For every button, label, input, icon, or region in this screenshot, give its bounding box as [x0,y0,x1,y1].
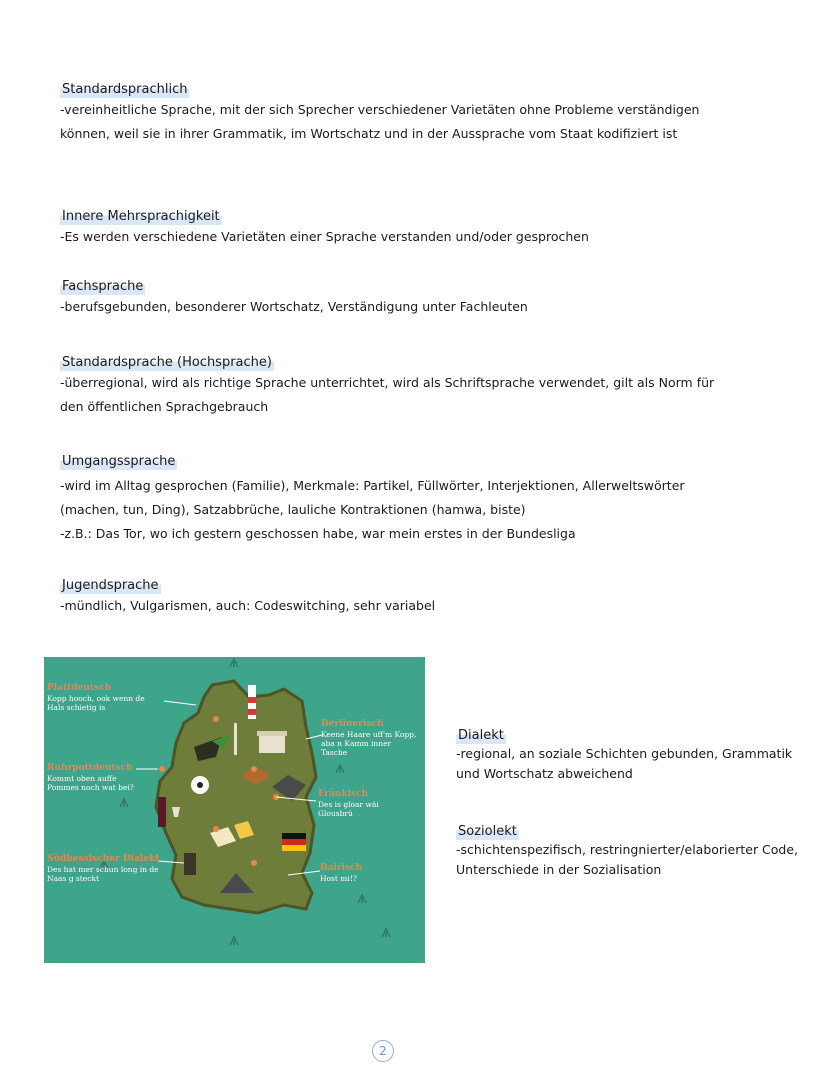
section-umgangssprache [60,450,780,546]
section-heading: Standardsprachlich [62,82,188,97]
section-heading: Jugendsprache [62,578,159,593]
section-text: Unterschiede in der Sozialisation [456,862,662,877]
wine-bottle-icon [158,797,166,827]
map-label-berlinerisch: Berlinerisch Keene Haare uff'm Kopp, aba n Kamm inner Tasche [321,719,417,757]
map-label-plattdeutsch: Plattdeutsch Kopp hooch, ook wenn de Hals schietig is [47,683,145,712]
lederhosen-icon [184,853,196,875]
section-standardsprache [60,351,780,419]
map-label-bairisch: Bairisch Host mi!? [320,863,363,883]
section-text: -überregional, wird als richtige Sprache unterrichtet, wird als Schriftsprache verwendet, gilt als Norm für [60,375,715,390]
section-text: -z.B.: Das Tor, wo ich gestern geschossen habe, war mein erstes in der Bundesliga [60,526,576,541]
section-jugendsprache [60,574,780,618]
map-label-suedhessisch: Südhessischer Dialekt Des hat mer schun long in de Naas g steckt [47,854,160,883]
section-innere-mehrsprachigkeit [60,205,780,249]
section-text: -regional, an soziale Schichten gebunden, Grammatik [456,746,793,761]
section-standardsprachlich [60,78,780,146]
dialect-map-image [44,657,425,963]
brandenburg-gate-icon [259,735,285,753]
section-text: können, weil sie in ihrer Grammatik, im Wortschatz und in der Aussprache vom Staat kodifiziert ist [60,126,678,141]
section-text: -schichtenspezifisch, restringnierter/elaborierter Code, [456,842,799,857]
section-text: (machen, tun, Ding), Satzabbrüche, lauliche Kontraktionen (hamwa, biste) [60,502,526,517]
section-text: -Es werden verschiedene Varietäten einer Sprache verstanden und/oder gesprochen [60,229,589,244]
german-flag-icon [282,833,306,839]
section-text: -mündlich, Vulgarismen, auch: Codeswitching, sehr variabel [60,598,436,613]
section-heading: Standardsprache (Hochsprache) [62,355,272,370]
section-text: -berufsgebunden, besonderer Wortschatz, Verständigung unter Fachleuten [60,299,528,314]
map-label-fraenkisch: Fränkisch Des is gloar wäi Glousbrü [318,789,379,818]
section-text: und Wortschatz abweichend [456,766,633,781]
section-heading: Innere Mehrsprachigkeit [62,209,220,224]
section-heading: Dialekt [458,728,504,743]
section-text: -vereinheitliche Sprache, mit der sich Sprecher verschiedener Varietäten ohne Probleme verständigen [60,102,700,117]
tv-tower-icon [234,723,237,755]
section-text: den öffentlichen Sprachgebrauch [60,399,269,414]
section-soziolekt [456,820,799,880]
section-text: -wird im Alltag gesprochen (Familie), Merkmale: Partikel, Füllwörter, Interjektionen, Allerweltswörter [60,478,685,493]
section-heading: Umgangssprache [62,454,176,469]
page-number: 2 [372,1040,394,1062]
section-heading: Fachsprache [62,279,144,294]
section-fachsprache [60,275,780,319]
section-dialekt [456,724,796,784]
section-heading: Soziolekt [458,824,517,839]
map-label-ruhrpottdeutsch: Ruhrpottdeutsch Kommt oben auffe Pommes noch wat bei? [47,763,134,792]
